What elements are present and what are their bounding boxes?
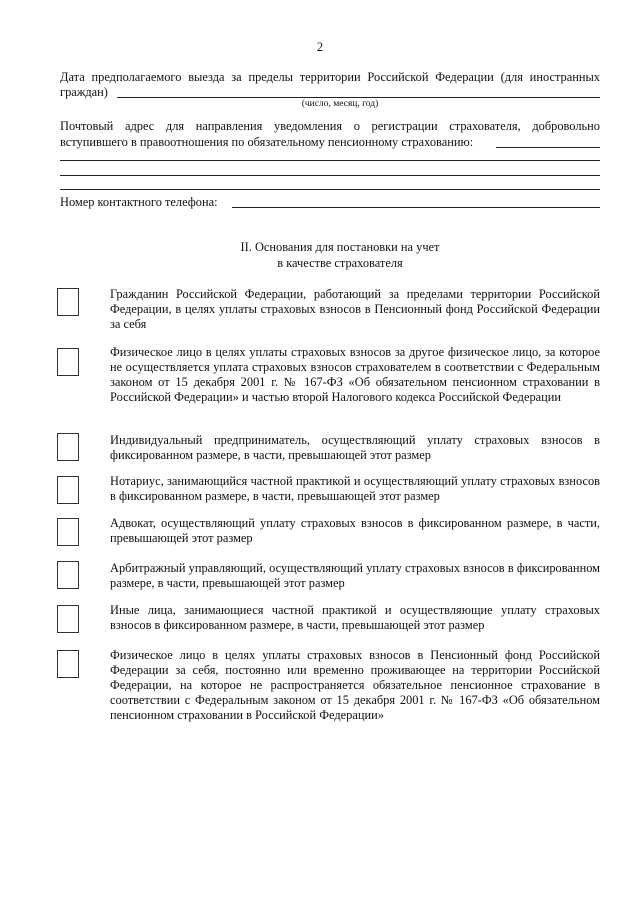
option-text-4: Нотариус, занимающийся частной практикой и осуществляющий уплату страховых взносов в фиксированном размере, в части, превышающей этот размер	[110, 474, 600, 503]
phone-label: Номер контактного телефона:	[60, 195, 218, 209]
option-checkbox-4[interactable]	[57, 476, 79, 504]
page-number: 2	[316, 40, 324, 54]
departure-date-hint: (число, месяц, год)	[301, 99, 379, 109]
option-checkbox-2[interactable]	[57, 348, 79, 376]
departure-date-label-cont: граждан)	[60, 85, 108, 99]
postal-address-field-line-4[interactable]	[60, 189, 600, 190]
departure-date-label: Дата предполагаемого выезда за пределы территории Российской Федерации (для иностранных	[60, 70, 600, 84]
phone-field[interactable]	[232, 207, 600, 208]
option-text-5: Адвокат, осуществляющий уплату страховых взносов в фиксированном размере, в части, превышающей этот размер	[110, 516, 600, 545]
option-checkbox-3[interactable]	[57, 433, 79, 461]
postal-address-field-line-2[interactable]	[60, 160, 600, 161]
option-text-3: Индивидуальный предприниматель, осуществляющий уплату страховых взносов в фиксированном размере, в части, превышающей этот размер	[110, 433, 600, 462]
postal-address-field-line-1[interactable]	[496, 147, 600, 148]
option-checkbox-1[interactable]	[57, 288, 79, 316]
section-subtitle: в качестве страхователя	[277, 256, 403, 270]
option-text-2: Физическое лицо в целях уплаты страховых взносов за другое физическое лицо, за которое не осуществляется уплата страховых взносов страхователем в соответствии с Федеральным законом от 15 декабря 2001 г. № 167-ФЗ «Об обязательном пенсионном страховании в Российской Федерации» и частью второй Налогового кодекса Российской Федерации	[110, 345, 600, 404]
postal-address-field-line-3[interactable]	[60, 175, 600, 176]
option-checkbox-7[interactable]	[57, 605, 79, 633]
option-text-7: Иные лица, занимающиеся частной практикой и осуществляющие уплату страховых взносов в фиксированном размере, в части, превышающей этот размер	[110, 603, 600, 632]
option-checkbox-8[interactable]	[57, 650, 79, 678]
option-checkbox-5[interactable]	[57, 518, 79, 546]
section-title: II. Основания для постановки на учет	[240, 240, 440, 254]
departure-date-field[interactable]	[117, 97, 600, 98]
postal-address-label: Почтовый адрес для направления уведомления о регистрации страхователя, добровольно	[60, 119, 600, 133]
option-text-8: Физическое лицо в целях уплаты страховых взносов в Пенсионный фонд Российской Федерации за себя, постоянно или временно проживающее на территории Российской Федерации, на которое не распространяется обязательное пенсионное страхование в соответствии с Федеральным законом от 15 декабря 2001 г. № 167-ФЗ «Об обязательном пенсионном страховании в Российской Федерации»	[110, 648, 600, 722]
option-text-1: Гражданин Российской Федерации, работающий за пределами территории Российской Федерации, в целях уплаты страховых взносов в Пенсионный фонд Российской Федерации за себя	[110, 287, 600, 331]
option-text-6: Арбитражный управляющий, осуществляющий уплату страховых взносов в фиксированном размере, в части, превышающей этот размер	[110, 561, 600, 590]
option-checkbox-6[interactable]	[57, 561, 79, 589]
postal-address-label-cont: вступившего в правоотношения по обязательному пенсионному страхованию:	[60, 135, 474, 149]
